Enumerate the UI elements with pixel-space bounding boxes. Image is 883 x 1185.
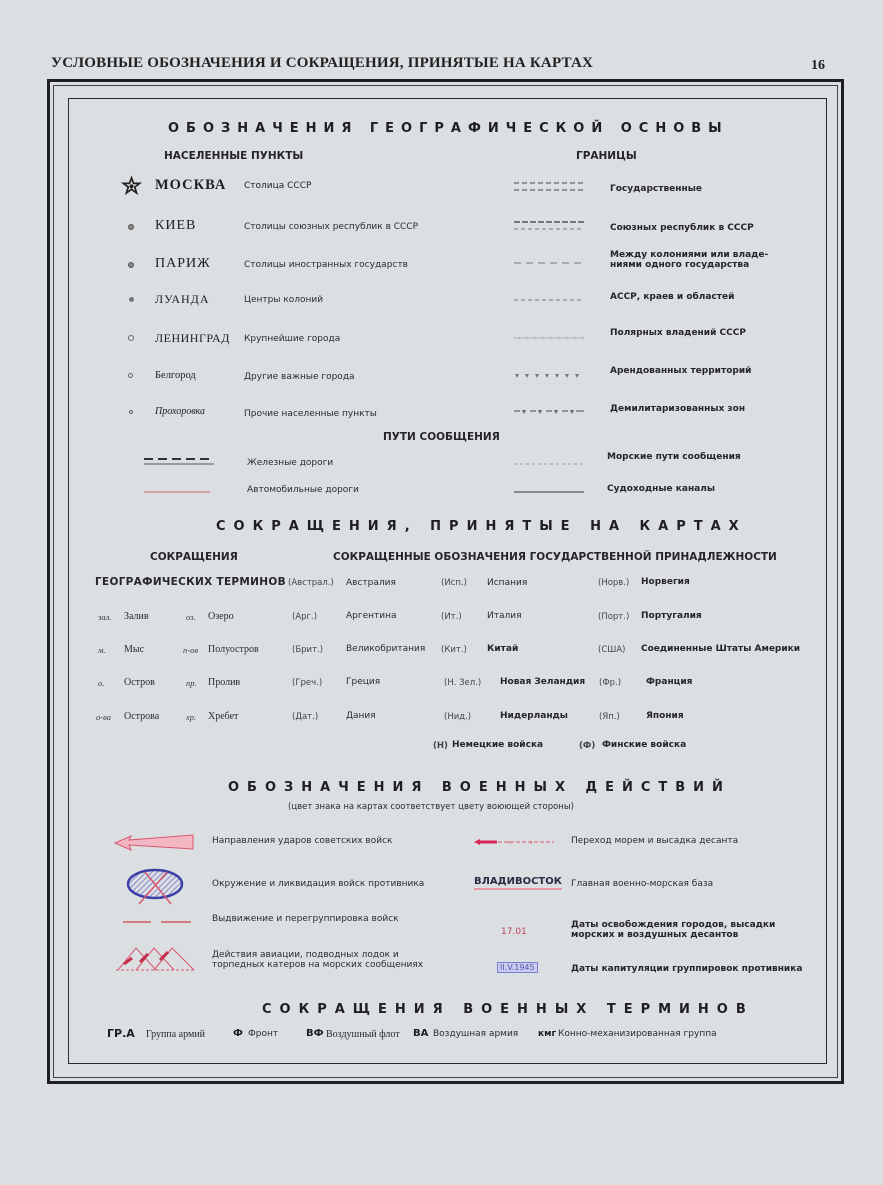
state-name: Португалия xyxy=(641,611,702,621)
circle-icon xyxy=(128,335,134,341)
state-name: Испания xyxy=(487,578,528,588)
state-name: Франция xyxy=(646,677,693,687)
border-desc: АССР, краев и областей xyxy=(610,292,735,302)
military-desc: Направления ударов советских войск xyxy=(212,836,393,846)
state-abbr: (Норв.) xyxy=(598,578,630,588)
military-desc: Главная военно-морская база xyxy=(571,879,714,889)
city-name: МОСКВА xyxy=(155,177,227,193)
term-abbr: оз. xyxy=(186,612,196,622)
term-name: Пролив xyxy=(208,677,241,688)
state-abbr: (Ит.) xyxy=(441,612,462,622)
republic-border-line-icon xyxy=(514,220,584,232)
route-desc: Судоходные каналы xyxy=(607,484,715,494)
term-name: Хребет xyxy=(208,711,239,722)
state-name: Великобритания xyxy=(346,644,426,654)
naval-base-label: ВЛАДИВОСТОК xyxy=(474,876,562,890)
state-abbr: (Яп.) xyxy=(599,712,620,722)
state-name: Дания xyxy=(346,711,376,721)
term-name: Мыс xyxy=(124,644,145,655)
state-border-line-icon xyxy=(514,181,584,193)
mil-term-name: Воздушная армия xyxy=(433,1029,519,1039)
state-name: Соединенные Штаты Америки xyxy=(641,644,801,654)
military-desc: Даты освобождения городов, высадки морских и воздушных десантов xyxy=(571,920,776,940)
military-note: (цвет знака на картах соответствует цвету воюющей стороны) xyxy=(288,802,574,812)
page-title: УСЛОВНЫЕ ОБОЗНАЧЕНИЯ И СОКРАЩЕНИЯ, ПРИНЯТЫЕ НА КАРТАХ xyxy=(51,55,594,71)
states-title: СОКРАЩЕННЫЕ ОБОЗНАЧЕНИЯ ГОСУДАРСТВЕННОЙ ПРИНАДЛЕЖНОСТИ xyxy=(333,551,777,563)
military-desc: Выдвижение и перегруппировка войск xyxy=(212,914,399,924)
settlement-desc: Крупнейшие города xyxy=(244,334,341,344)
state-abbr: (Порт.) xyxy=(598,612,630,622)
military-desc: Окружение и ликвидация войск противника xyxy=(212,879,425,889)
border-desc: Государственные xyxy=(610,184,702,194)
circle-icon xyxy=(128,373,133,378)
state-abbr: (Греч.) xyxy=(292,678,323,688)
geo-terms-title-1: СОКРАЩЕНИЯ xyxy=(150,551,238,563)
mil-term-name: Воздушный флот xyxy=(326,1029,400,1040)
route-desc: Железные дороги xyxy=(247,458,334,468)
city-name: Белгород xyxy=(155,370,196,381)
border-desc: Демилитаризованных зон xyxy=(610,404,746,414)
city-name: ЛЕНИНГРАД xyxy=(155,331,230,345)
demilitarized-border-line-icon xyxy=(514,408,584,416)
sea-route-line-icon xyxy=(514,462,584,466)
settlements-title: НАСЕЛЕННЫЕ ПУНКТЫ xyxy=(164,150,304,162)
settlement-desc: Прочие населенные пункты xyxy=(244,409,377,419)
assr-border-line-icon xyxy=(514,297,584,303)
mil-term-abbr: Ф xyxy=(233,1028,243,1039)
city-name: ПАРИЖ xyxy=(155,256,211,271)
canal-line-icon xyxy=(514,490,584,494)
naval-attack-icon xyxy=(116,944,196,972)
state-name: Нидерланды xyxy=(500,711,568,721)
troops-abbr: (Ф) xyxy=(579,741,596,751)
mil-term-abbr: кмг xyxy=(538,1029,557,1039)
term-name: Залив xyxy=(124,611,149,622)
mil-term-abbr: ВА xyxy=(413,1028,429,1039)
military-desc: Даты капитуляции группировок противника xyxy=(571,964,803,974)
border-desc: Между колониями или владе- ниями одного государства xyxy=(610,250,769,270)
state-abbr: (Арг.) xyxy=(292,612,318,622)
highway-line-icon xyxy=(144,490,210,494)
borders-title: ГРАНИЦЫ xyxy=(576,150,637,162)
state-name: Италия xyxy=(487,611,522,621)
term-abbr: п-ов xyxy=(183,645,199,655)
mil-term-name: Конно-механизированная группа xyxy=(558,1029,717,1039)
term-name: Полуостров xyxy=(208,644,259,655)
page-number: 16 xyxy=(811,58,825,73)
routes-title: ПУТИ СООБЩЕНИЯ xyxy=(383,431,500,443)
capitulation-date: II.V.1945 xyxy=(497,962,538,973)
state-name: Аргентина xyxy=(346,611,397,621)
dot-ring-icon xyxy=(128,262,134,268)
settlement-desc: Столицы иностранных государств xyxy=(244,260,408,270)
military-desc: Переход морем и высадка десанта xyxy=(571,836,739,846)
dot-icon xyxy=(129,297,134,302)
state-abbr: (США) xyxy=(598,645,626,655)
mil-term-abbr: ГР.А xyxy=(107,1027,135,1040)
state-abbr: (Нид.) xyxy=(444,712,472,722)
liberation-date: 17.01 xyxy=(501,927,527,937)
route-desc: Автомобильные дороги xyxy=(247,485,359,495)
route-desc: Морские пути сообщения xyxy=(607,452,741,462)
sea-landing-icon xyxy=(474,838,554,846)
mil-term-name: Фронт xyxy=(248,1029,279,1039)
troops-abbr: (Н) xyxy=(433,741,448,751)
term-abbr: м. xyxy=(98,645,106,655)
settlement-desc: Столица СССР xyxy=(244,181,312,191)
svg-text:x: x xyxy=(530,840,533,846)
term-name: Остров xyxy=(124,677,155,688)
settlement-desc: Другие важные города xyxy=(244,372,355,382)
term-abbr: пр. xyxy=(186,678,197,688)
section-title-geo-base: ОБОЗНАЧЕНИЯ ГЕОГРАФИЧЕСКОЙ ОСНОВЫ xyxy=(168,121,729,136)
border-desc: Арендованных территорий xyxy=(610,366,752,376)
svg-text:x: x xyxy=(508,840,511,846)
leased-border-line-icon xyxy=(514,372,584,380)
small-circle-icon xyxy=(129,410,133,414)
settlement-desc: Центры колоний xyxy=(244,295,324,305)
state-abbr: (Австрал.) xyxy=(288,578,334,588)
term-abbr: о. xyxy=(98,678,105,688)
state-name: Япония xyxy=(646,711,684,721)
state-abbr: (Исп.) xyxy=(441,578,467,588)
mil-term-abbr: ВФ xyxy=(306,1028,324,1039)
troops-name: Немецкие войска xyxy=(452,740,544,750)
city-name: КИЕВ xyxy=(155,218,197,233)
dot-ring-icon xyxy=(128,224,134,230)
military-desc: Действия авиации, подводных лодок и торпедных катеров на морских сообщениях xyxy=(212,950,424,970)
section-title-military-terms: СОКРАЩЕНИЯ ВОЕННЫХ ТЕРМИНОВ xyxy=(262,1002,754,1017)
star-icon xyxy=(123,177,140,194)
state-name: Новая Зеландия xyxy=(500,677,586,687)
state-abbr: (Фр.) xyxy=(599,678,622,688)
state-name: Китай xyxy=(487,644,519,654)
dashed-arrow-icon xyxy=(123,919,193,925)
state-abbr: (Брит.) xyxy=(292,645,324,655)
city-name: ЛУАНДА xyxy=(155,292,210,306)
state-abbr: (Кит.) xyxy=(441,645,467,655)
border-desc: Полярных владений СССР xyxy=(610,328,746,338)
encirclement-icon xyxy=(127,868,183,910)
term-abbr: о-ва xyxy=(96,712,111,722)
settlement-desc: Столицы союзных республик в СССР xyxy=(244,222,419,232)
colonial-border-line-icon xyxy=(514,260,584,266)
term-name: Озеро xyxy=(208,611,234,622)
state-name: Австралия xyxy=(346,578,396,588)
geo-terms-title-2: ГЕОГРАФИЧЕСКИХ ТЕРМИНОВ xyxy=(95,576,286,588)
border-desc: Союзных республик в СССР xyxy=(610,223,754,233)
state-abbr: (Н. Зел.) xyxy=(444,678,482,688)
section-title-abbreviations: СОКРАЩЕНИЯ, ПРИНЯТЫЕ НА КАРТАХ xyxy=(216,519,747,534)
mil-term-name: Группа армий xyxy=(146,1029,205,1040)
arrow-icon xyxy=(113,833,195,851)
state-name: Норвегия xyxy=(641,577,690,587)
state-abbr: (Дат.) xyxy=(292,712,319,722)
state-name: Греция xyxy=(346,677,381,687)
city-name: Прохоровка xyxy=(155,406,205,417)
railway-line-icon xyxy=(144,457,214,467)
term-abbr: хр. xyxy=(186,712,197,722)
polar-border-line-icon xyxy=(514,335,584,341)
term-name: Острова xyxy=(124,711,160,722)
troops-name: Финские войска xyxy=(602,740,687,750)
section-title-military: ОБОЗНАЧЕНИЯ ВОЕННЫХ ДЕЙСТВИЙ xyxy=(228,780,731,795)
term-abbr: зал. xyxy=(98,612,112,622)
